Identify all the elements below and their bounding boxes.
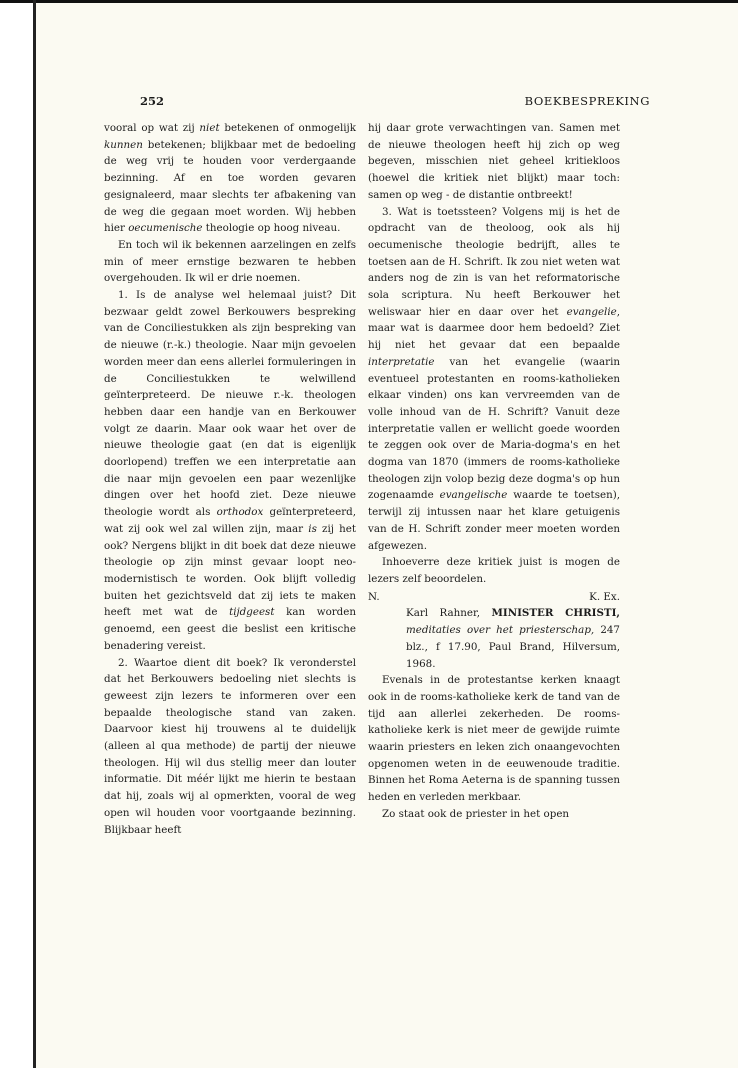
paragraph: 2. Waartoe dient dit boek? Ik veronderstel dat het Berkouwers bedoeling niet slechts is geweest zijn lezers te informeren over een bepaalde theologische stand van zaken. Daarvoor kiest hij trouwens al te duidelijk (alleen al qua methode) de partij der nieuwe theologen. Hij wil dus stellig meer dan louter informatie. Dit méér lijkt me hierin te bestaan dat hij, zoals wij al opmerkten, vooral de weg open wil houden voor voortgaande bezinning. Blijkbaar heeft [104, 656, 356, 836]
book-page [36, 3, 738, 1068]
review-subtitle: meditaties over het priesterschap, [406, 624, 595, 637]
signature-initial: N. [368, 590, 380, 603]
review-details: 247 blz., f 17.90, Paul Brand, Hilversum, 1968. [406, 624, 620, 670]
paragraph: Inhoeverre deze kritiek juist is mogen de lezers zelf beoordelen. [368, 556, 620, 585]
right-column [368, 120, 620, 823]
paragraph: 3. Wat is toetssteen? Volgens mij is het de opdracht van de theoloog, ook als hij oecumenische theologie bedrijft, alles te toetsen aan de H. Schrift. Ik zou niet weten wat anders nog de zin is van het reformatorische sola scriptura. Nu heeft Berkouwer het weliswaar hier en daar over het evangelie, maar wat is daarmee door hem bedoeld? Ziet hij niet het gevaar dat een bepaalde interpretatie van het evangelie (waarin eventueel protestanten en rooms-katholieken elkaar vinden) ons kan vervreemden van de volle inhoud van de H. Schrift? Vanuit deze interpretatie vallen er wellicht goede woorden te zeggen ook over de Maria-dogma's en het dogma van 1870 (immers de rooms-katholieke theologen zijn volop bezig deze dogma's op hun zogenaamde evangelische waarde te toetsen), terwijl zij intussen naar het klare getuigenis van de H. Schrift zonder meer moeten worden afgewezen. [368, 205, 620, 552]
signature-line [368, 589, 620, 606]
review-heading [368, 605, 620, 672]
review-title: MINISTER CHRISTI, [491, 607, 620, 620]
left-column [104, 120, 356, 838]
paragraph: Zo staat ook de priester in het open [382, 807, 570, 820]
paragraph: 1. Is de analyse wel helemaal juist? Dit bezwaar geldt zowel Berkouwers bespreking van de Conciliestukken als zijn bespreking van de nieuwe (r.-k.) theologie. Naar mijn gevoelen worden meer dan eens allerlei formuleringen in de Conciliestukken te welwillend geïnterpreteerd. De nieuwe r.-k. theologen hebben daar een handje van en Berkouwer volgt ze daarin. Maar ook waar het over de nieuwe theologie gaat (en dat is eigenlijk doorlopend) treffen we een interpretatie aan die naar mijn gevoelen een paar wezenlijke dingen over het hoofd ziet. Deze nieuwe theologie wordt als orthodox geïnterpreteerd, wat zij ook wel zal willen zijn, maar is zij het ook? Nergens blijkt in dit boek dat deze nieuwe theologie op zijn minst gevaar loopt neo-modernistisch te worden. Ook blijft volledig buiten het gezichtsveld dat zij iets te maken heeft met wat de tijdgeest kan worden genoemd, een geest die beslist een kritische benadering vereist. [104, 289, 357, 652]
running-head: BOEKBESPREKING [524, 94, 650, 108]
paragraph: hij daar grote verwachtingen van. Samen met de nieuwe theologen heeft hij zich op weg begeven, misschien niet geheel kritiekloos (hoewel die kritiek niet blijkt) maar toch: samen op weg - de distantie ontbreekt! [368, 122, 620, 201]
review-author: Karl Rahner, [406, 607, 492, 620]
paragraph: Evenals in de protestantse kerken knaagt ook in de rooms-katholieke kerk de tand van de tijd aan allerlei zekerheden. De rooms-katholieke kerk is niet meer de gewijde ruimte waarin priesters en leken zich onaangevochten opgenomen weten in de eeuwenoude traditie. Binnen het Roma Aeterna is de spanning tussen heden en verleden merkbaar. [368, 674, 620, 804]
signature-author: K. Ex. [589, 590, 620, 603]
page-number: 252 [140, 94, 165, 108]
paragraph: En toch wil ik bekennen aarzelingen en zelfs min of meer ernstige bezwaren te hebben overgehouden. Ik wil er drie noemen. [104, 238, 356, 285]
paragraph: vooral op wat zij niet betekenen of onmogelijk kunnen betekenen; blijkbaar met de bedoeling de weg vrij te houden voor verdergaande bezinning. Af en toe worden gevaren gesignaleerd, maar slechts ter afbakening van de weg die gegaan moet worden. Wij hebben hier oecumenische theologie op hoog niveau. [104, 122, 356, 235]
